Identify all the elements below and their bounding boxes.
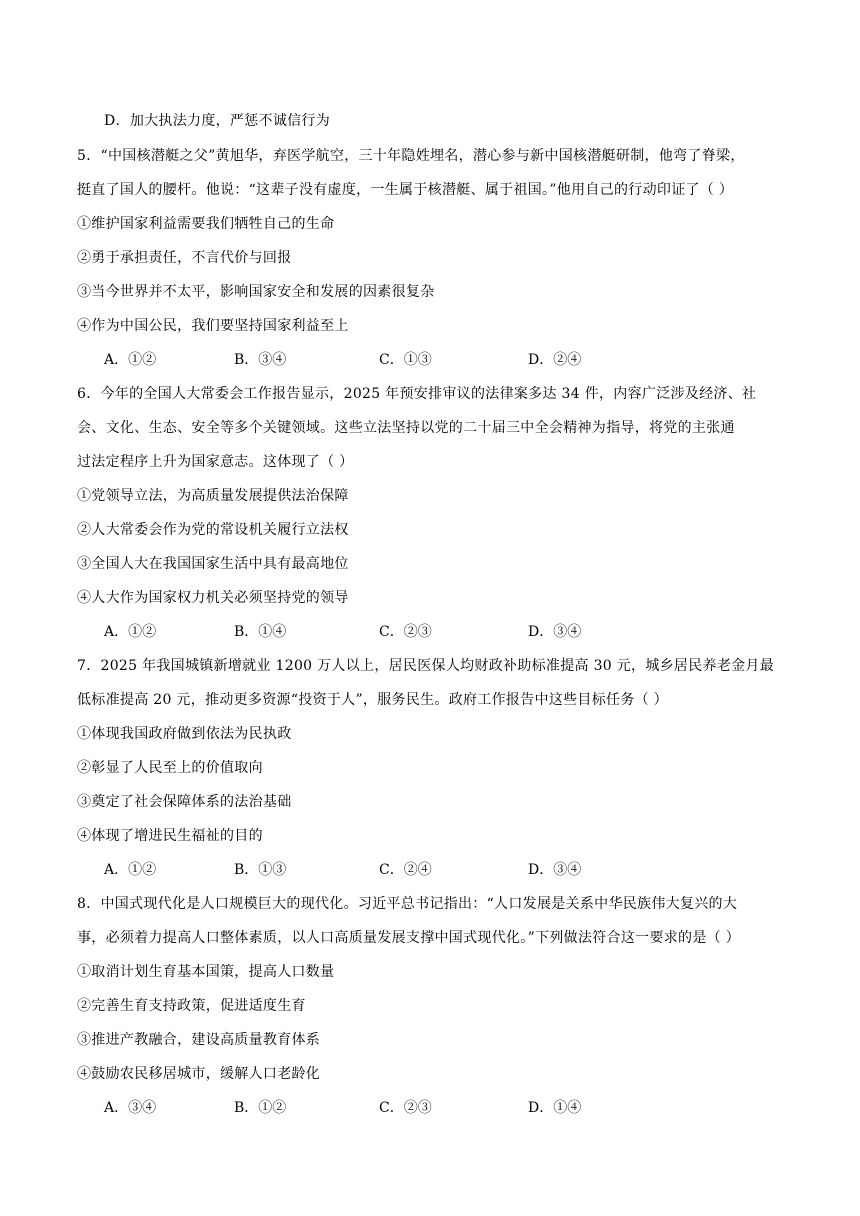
question-stem-line: 低标准提高 20 元，推动更多资源“投资于人”，服务民生。政府工作报告中这些目标任务（ ） xyxy=(77,692,668,708)
question-stem-line: 5．“中国核潜艇之父”黄旭华，弃医学航空，三十年隐姓埋名，潜心参与新中国核潜艇研制，他弯了脊梁， xyxy=(77,148,745,164)
option-c: C．①③ xyxy=(379,352,432,368)
question-stem-line: 事，必须着力提高人口整体素质，以人口高质量发展支撑中国式现代化。”下列做法符合这一要求的是（ ） xyxy=(77,930,741,946)
question-stem-line: 7．2025 年我国城镇新增就业 1200 万人以上，居民医保人均财政补助标准提高 30 元，城乡居民养老金月最 xyxy=(77,658,775,674)
option-b: B．③④ xyxy=(234,352,287,368)
statement-4: ④人大作为国家权力机关必须坚持党的领导 xyxy=(77,590,349,606)
option-a: A．①② xyxy=(104,862,157,878)
prev-question-option-d: D．加大执法力度，严惩不诚信行为 xyxy=(104,113,331,129)
statement-3: ③奠定了社会保障体系的法治基础 xyxy=(77,794,292,810)
option-d: D．①④ xyxy=(528,1100,582,1116)
question-stem-line: 过法定程序上升为国家意志。这体现了（ ） xyxy=(77,454,354,470)
option-c: C．②③ xyxy=(379,624,432,640)
statement-1: ①党领导立法，为高质量发展提供法治保障 xyxy=(77,488,349,504)
option-c: C．②③ xyxy=(379,1100,432,1116)
statement-3: ③推进产教融合，建设高质量教育体系 xyxy=(77,1032,321,1048)
statement-2: ②彰显了人民至上的价值取向 xyxy=(77,760,263,776)
option-a: A．③④ xyxy=(104,1100,157,1116)
statement-4: ④作为中国公民，我们要坚持国家利益至上 xyxy=(77,318,349,334)
statement-3: ③全国人大在我国国家生活中具有最高地位 xyxy=(77,556,349,572)
statement-1: ①体现我国政府做到依法为民执政 xyxy=(77,726,292,742)
statement-2: ②勇于承担责任，不言代价与回报 xyxy=(77,250,292,266)
question-stem-line: 8．中国式现代化是人口规模巨大的现代化。习近平总书记指出：“人口发展是关系中华民族伟大复兴的大 xyxy=(77,896,738,912)
statement-4: ④鼓励农民移居城市，缓解人口老龄化 xyxy=(77,1066,321,1082)
option-d: D．②④ xyxy=(528,352,582,368)
option-a: A．①② xyxy=(104,352,157,368)
statement-1: ①取消计划生育基本国策，提高人口数量 xyxy=(77,964,335,980)
option-b: B．①④ xyxy=(234,624,287,640)
answer-options xyxy=(104,350,704,370)
statement-2: ②人大常委会作为党的常设机关履行立法权 xyxy=(77,522,349,538)
statement-3: ③当今世界并不太平，影响国家安全和发展的因素很复杂 xyxy=(77,284,435,300)
option-d: D．③④ xyxy=(528,624,582,640)
option-b: B．①③ xyxy=(234,862,287,878)
statement-1: ①维护国家利益需要我们牺牲自己的生命 xyxy=(77,216,335,232)
statement-2: ②完善生育支持政策，促进适度生育 xyxy=(77,998,306,1014)
option-b: B．①② xyxy=(234,1100,287,1116)
answer-options xyxy=(104,860,704,880)
answer-options xyxy=(104,1098,704,1118)
question-stem-line: 会、文化、生态、安全等多个关键领域。这些立法坚持以党的二十届三中全会精神为指导，将党的主张通 xyxy=(77,420,735,436)
question-stem-line: 挺直了国人的腰杆。他说：“这辈子没有虚度，一生属于核潜艇、属于祖国。”他用自己的行动印证了（ ） xyxy=(77,182,734,198)
question-stem-line: 6．今年的全国人大常委会工作报告显示，2025 年预安排审议的法律案多达 34 件，内容广泛涉及经济、社 xyxy=(77,386,757,402)
statement-4: ④体现了增进民生福祉的目的 xyxy=(77,828,263,844)
option-a: A．①② xyxy=(104,624,157,640)
option-d: D．③④ xyxy=(528,862,582,878)
option-c: C．②④ xyxy=(379,862,432,878)
answer-options xyxy=(104,622,704,642)
